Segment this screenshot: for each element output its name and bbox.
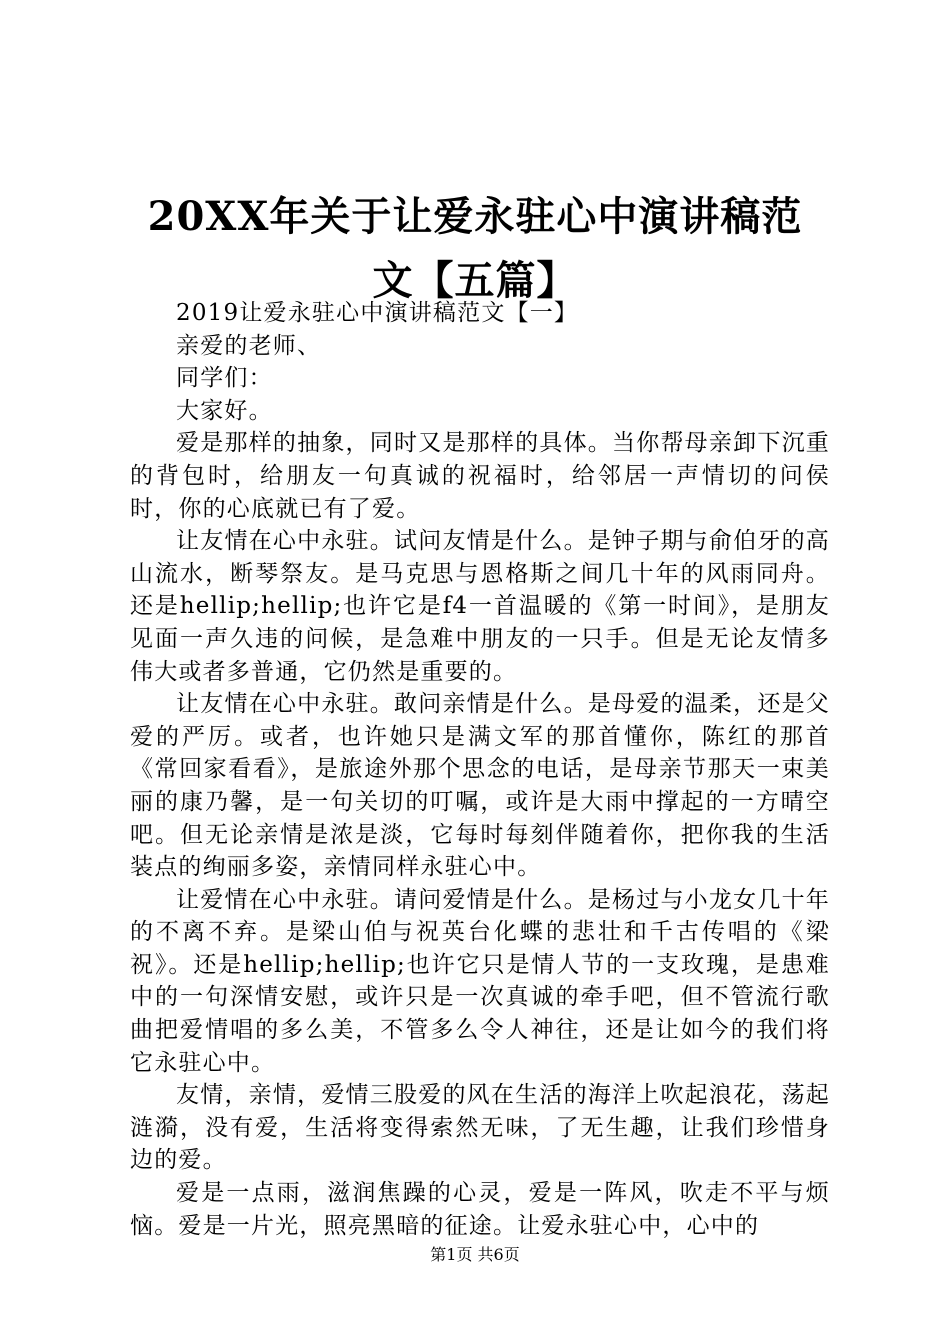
paragraph-friendship: 让友情在心中永驻。试问友情是什么。是钟子期与俞伯牙的高山流水，断琴祭友。是马克思与恩格斯之间几十年的风雨同舟。还是hellip;hellip;也许它是f4一首温暖的《第一时间》，是朋友见面一声久违的问候，是急难中朋友的一只手。但是无论友情多伟大或者多普通，它仍然是重要的。 <box>130 528 830 685</box>
page-footer: 第1页 共6页 <box>430 1245 520 1264</box>
paragraph-family: 让友情在心中永驻。敢问亲情是什么。是母爱的温柔，还是父爱的严厉。或者，也许她只是满文军的那首懂你，陈红的那首《常回家看看》，是旅途外那个思念的电话，是母亲节那天一束美丽的康乃馨，是一句关切的叮嘱，或许是大雨中撑起的一方晴空吧。但无论亲情是浓是淡，它每时每刻伴随着你，把你我的生活装点的绚丽多姿，亲情同样永驻心中。 <box>130 691 830 881</box>
paragraph-greeting: 大家好。 <box>176 397 273 424</box>
paragraph-heading: 2019让爱永驻心中演讲稿范文【一】 <box>176 300 579 326</box>
paragraph-salutation-students: 同学们： <box>176 365 273 392</box>
document-title: 20XX年关于让爱永驻心中演讲稿范文【五篇】 <box>147 192 803 304</box>
paragraph-three-winds: 友情，亲情，爱情三股爱的风在生活的海洋上吹起浪花，荡起涟漪，没有爱，生活将变得索然无味，了无生趣，让我们珍惜身边的爱。 <box>130 1082 830 1174</box>
document-body <box>130 297 830 1242</box>
paragraph-love-rain: 爱是一点雨，滋润焦躁的心灵，爱是一阵风，吹走不平与烦恼。爱是一片光，照亮黑暗的征途。让爱永驻心中，心中的 <box>130 1180 830 1239</box>
paragraph-love-abstract: 爱是那样的抽象，同时又是那样的具体。当你帮母亲卸下沉重的背包时，给朋友一句真诚的祝福时，给邻居一声情切的问侯时，你的心底就已有了爱。 <box>130 430 830 522</box>
paragraph-salutation-teachers: 亲爱的老师、 <box>176 332 322 359</box>
paragraph-romance: 让爱情在心中永驻。请问爱情是什么。是杨过与小龙女几十年的不离不弃。是梁山伯与祝英台化蝶的悲壮和千古传唱的《梁祝》。还是hellip;hellip;也许它只是情人节的一支玫瑰，是患难中的一句深情安慰，或许只是一次真诚的牵手吧，但不管流行歌曲把爱情唱的多么美，不管多么令人神往，还是让如今的我们将它永驻心中。 <box>130 886 830 1076</box>
